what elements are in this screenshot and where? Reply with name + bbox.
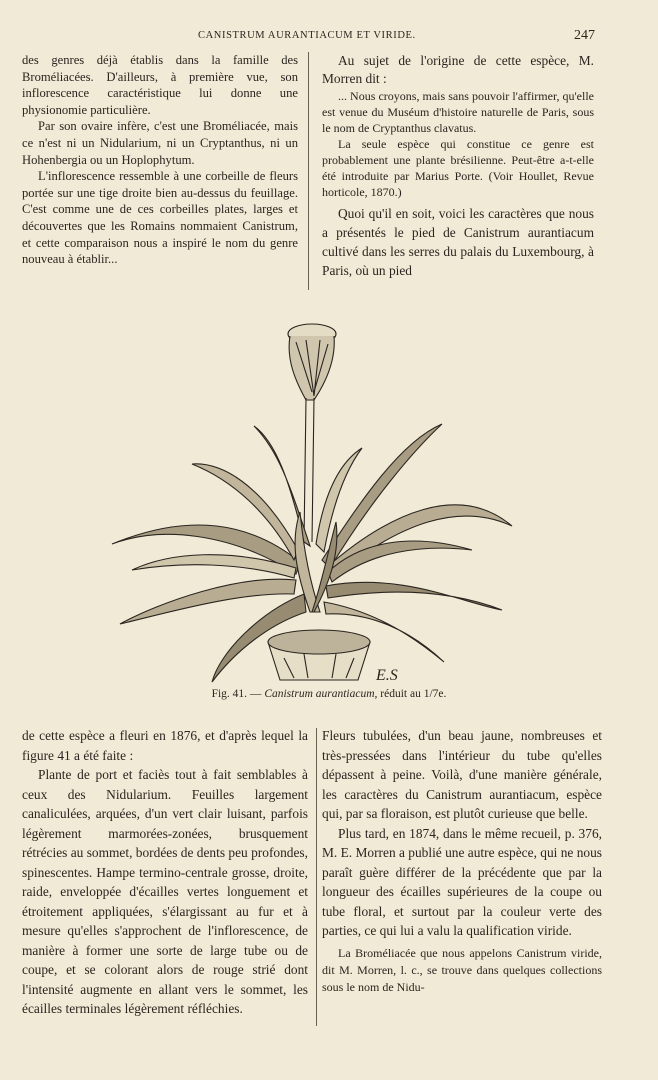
column-bottom-right bbox=[322, 726, 602, 996]
column-divider bbox=[316, 728, 317, 1026]
paragraph: des genres déjà établis dans la famille des Broméliacées. D'ailleurs, à première vue, son inflorescence caractéristique lui donne une physionomie particulière. bbox=[22, 53, 298, 117]
column-bottom-left bbox=[22, 726, 308, 1019]
figure-caption bbox=[0, 688, 658, 700]
paragraph: Fleurs tubulées, d'un beau jaune, nombreuses et très-pressées dans l'intérieur du tube qu'elles dépassent à peine. Voilà, d'une manière générale, les caractères du Canistrum aurantiacum, espèce qui, par sa floraison, est plutôt curieuse que belle. bbox=[322, 728, 602, 821]
quotation: ... Nous croyons, mais sans pouvoir l'affirmer, qu'elle est venue du Muséum d'histoire naturelle de Paris, sous le nom de Cryptanthus clavatus. bbox=[322, 89, 594, 135]
quotation: La seule espèce qui constitue ce genre est probablement une plante brésilienne. Peut-être a-t-elle été introduite par Marius Porte. (Voir Houllet, Revue horticole, 1870.) bbox=[322, 137, 594, 199]
caption-suffix: réduit au 1/7e. bbox=[377, 688, 447, 700]
paragraph: Plus tard, en 1874, dans le même recueil, p. 376, M. E. Morren a publié une autre espèce, qui ne nous paraît guère différer de la précédente que par la longueur des écailles supérieures de la coupe ou tube floral, et surtout par la couleur verte des parties, ce qui lui a valu la qualification viride. bbox=[322, 825, 603, 938]
engraver-signature: E.S bbox=[376, 667, 398, 684]
paragraph: Par son ovaire infère, c'est une Broméliacée, mais ce n'est ni un Nidularium, ni un Cryptanthus, ni un Hohenbergia ou un Hoplophytum. bbox=[22, 119, 298, 167]
paragraph: Plante de port et faciès tout à fait semblables à ceux des Nidularium. Feuilles largement canaliculées, arquées, d'un vert clair luisant, parfois légèrement marmorées-zonées, brusquement rétrécies au sommet, bordées de dents peu profondes, spinescentes. Hampe termino-centrale grosse, droite, raide, enveloppée d'écailles vertes longuement et étroitement appliquées, s'élargissant au fur et à mesure qu'elles s'approchent de l'inflorescence, de manière à former une sorte de large tube ou de coupe, et se colorant alors de rouge strié dont l'intensité augmente en allant vers le sommet, les écailles terminales légèrement réfléchies. bbox=[22, 767, 308, 1016]
column-top-left bbox=[22, 52, 298, 268]
running-head bbox=[0, 28, 658, 46]
caption-name: Canistrum aurantiacum, bbox=[264, 688, 378, 700]
paragraph: Au sujet de l'origine de cette espèce, M. Morren dit : bbox=[322, 53, 594, 86]
quotation: La Broméliacée que nous appelons Canistrum viride, dit M. Morren, l. c., se trouve dans quelques collections sous le nom de Nidu- bbox=[322, 945, 602, 994]
paragraph: de cette espèce a fleuri en 1876, et d'après lequel la figure 41 a été faite : bbox=[22, 728, 308, 763]
page-number: 247 bbox=[574, 28, 595, 43]
column-divider bbox=[308, 52, 309, 290]
plant-engraving bbox=[100, 312, 520, 690]
paragraph: L'inflorescence ressemble à une corbeille de fleurs portée sur une tige droite bien au-dessus du feuillage. C'est comme une de ces corbeilles plates, larges et découvertes que les Romains nommaient Canistrum, et cette comparaison nous a inspiré le nom du genre nouveau à établir... bbox=[22, 169, 298, 267]
column-top-right bbox=[322, 52, 594, 280]
running-title: CANISTRUM AURANTIACUM ET VIRIDE. bbox=[198, 30, 416, 41]
paragraph: Quoi qu'il en soit, voici les caractères que nous a présentés le pied de Canistrum aurantiacum cultivé dans les serres du palais du Luxembourg, à Paris, où un pied bbox=[322, 206, 594, 278]
caption-prefix: Fig. 41. — bbox=[211, 688, 265, 700]
